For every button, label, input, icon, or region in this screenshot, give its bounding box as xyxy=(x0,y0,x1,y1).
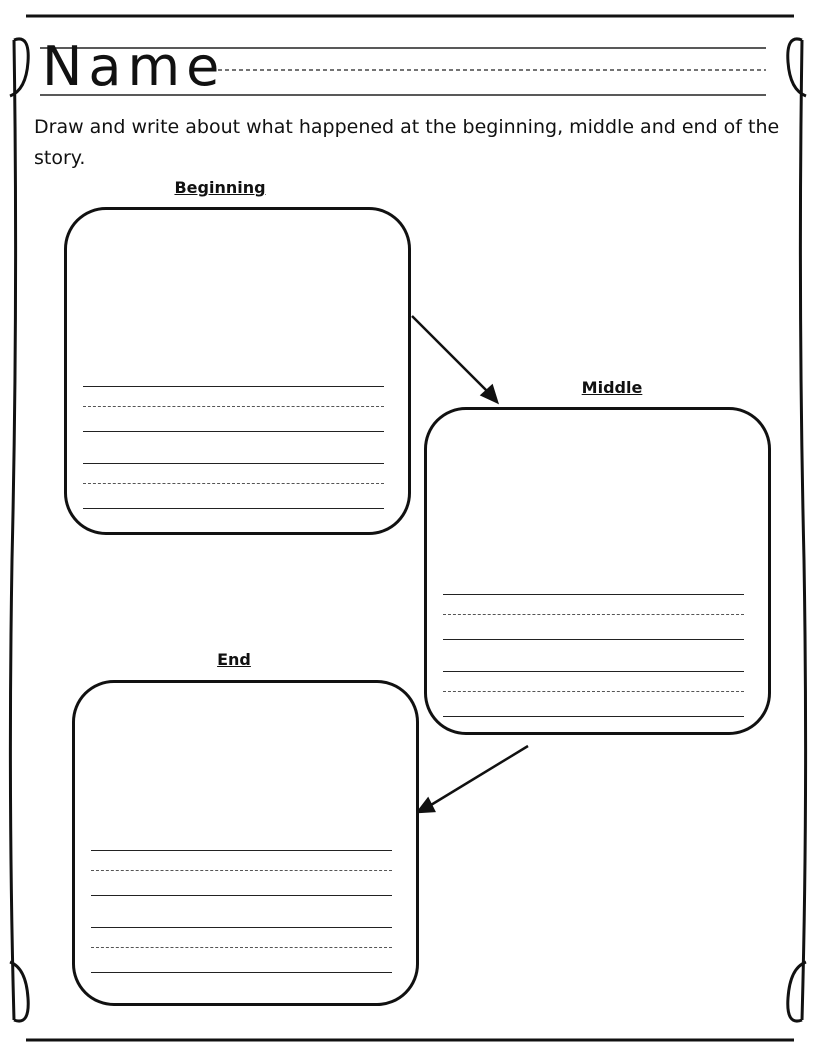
writing-line xyxy=(443,716,744,717)
writing-line xyxy=(443,639,744,640)
arrow-middle-to-end xyxy=(426,746,528,808)
arrow-beginning-to-middle xyxy=(412,316,492,396)
writing-line xyxy=(91,895,392,896)
end-box[interactable] xyxy=(72,680,419,1006)
writing-guide-line xyxy=(91,947,392,948)
writing-line xyxy=(91,972,392,973)
instructions-text: Draw and write about what happened at the beginning, middle and end of the story. xyxy=(34,116,780,169)
writing-line xyxy=(91,927,392,928)
writing-line xyxy=(83,386,384,387)
middle-box[interactable] xyxy=(424,407,771,735)
beginning-title: Beginning xyxy=(174,178,266,197)
writing-line xyxy=(83,431,384,432)
writing-line xyxy=(91,850,392,851)
writing-guide-line xyxy=(443,614,744,615)
writing-line xyxy=(83,463,384,464)
writing-guide-line xyxy=(443,691,744,692)
middle-title: Middle xyxy=(581,378,643,397)
beginning-box[interactable] xyxy=(64,207,411,535)
writing-line xyxy=(443,671,744,672)
writing-line xyxy=(443,594,744,595)
writing-guide-line xyxy=(83,483,384,484)
writing-guide-line xyxy=(91,870,392,871)
name-label: Name xyxy=(42,35,226,98)
end-title: End xyxy=(217,650,251,669)
writing-line xyxy=(83,508,384,509)
writing-guide-line xyxy=(83,406,384,407)
